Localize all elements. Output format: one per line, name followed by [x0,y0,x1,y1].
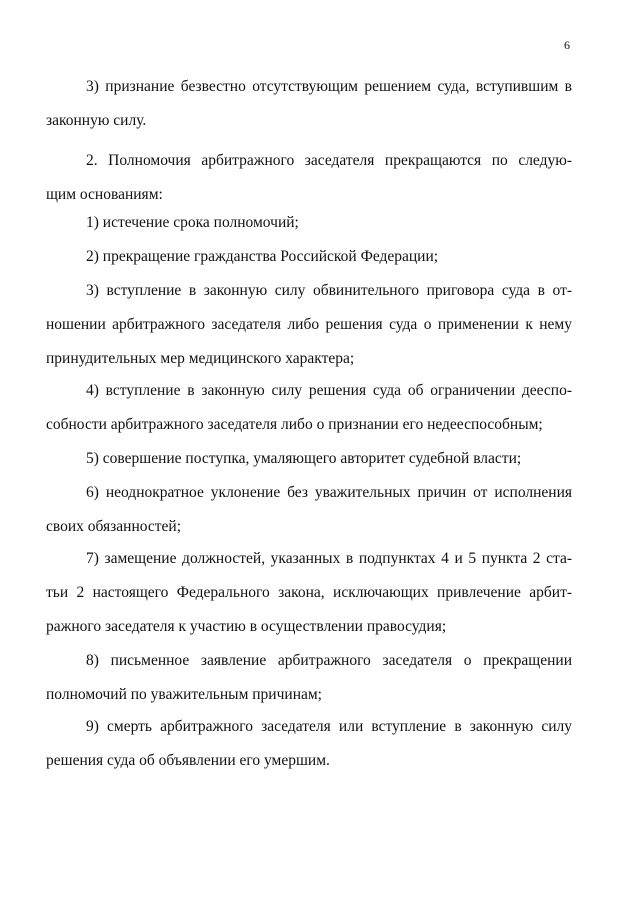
paragraph-item-6-evasion [46,476,572,544]
paragraph-item-2-citizenship-loss [46,240,572,274]
text-line: 1) истечение срока полномочий; [86,214,299,231]
text-line: своих обязанностей; [46,518,182,535]
paragraph-item-4-capacity [46,374,572,442]
text-line: 8) письменное заявление арбитражного заседателя о прекращении [86,652,572,669]
text-line: ражного заседателя к участию в осуществлении правосудия; [46,618,447,635]
paragraph-item-9-death [46,710,572,778]
paragraph-item-8-written-request [46,644,572,712]
text-line: тьи 2 настоящего Федерального закона, исключающих привлечение арбит- [46,584,572,601]
text-line: собности арбитражного заседателя либо о признании его недееспособным; [46,416,543,433]
text-line: 9) смерть арбитражного заседателя или вступление в законную силу [86,718,572,735]
text-line: 2) прекращение гражданства Российской Федерации; [86,248,439,265]
text-line: 7) замещение должностей, указанных в подпунктах 4 и 5 пункта 2 ста- [86,550,572,567]
paragraph-item-3-conviction [46,274,572,376]
text-line: решения суда об объявлении его умершим. [46,752,330,769]
text-line: 4) вступление в законную силу решения суда об ограничении дееспо- [86,382,572,399]
paragraph-termination-grounds [46,144,572,212]
text-line: 3) вступление в законную силу обвинительного приговора суда в от- [86,282,572,299]
text-line: законную силу. [46,112,147,129]
text-line: щим основаниям: [46,186,163,203]
page-number: 6 [564,38,570,52]
paragraph-item-5-misconduct [46,442,572,476]
text-line: 5) совершение поступка, умаляющего авторитет судебной власти; [86,450,522,467]
text-line: 6) неоднократное уклонение без уважительных причин от исполнения [86,484,572,501]
text-line: принудительных мер медицинского характера; [46,350,355,367]
paragraph-item-1-term-expiry [46,206,572,240]
text-line: ношении арбитражного заседателя либо решения суда о применении к нему [46,316,572,333]
paragraph-item-3-recognition-missing [46,70,572,138]
paragraph-item-7-incompatible-positions [46,542,572,644]
text-line: полномочий по уважительным причинам; [46,686,322,703]
text-line: 2. Полномочия арбитражного заседателя прекращаются по следую- [86,152,572,169]
text-line: 3) признание безвестно отсутствующим решением суда, вступившим в [86,78,572,95]
